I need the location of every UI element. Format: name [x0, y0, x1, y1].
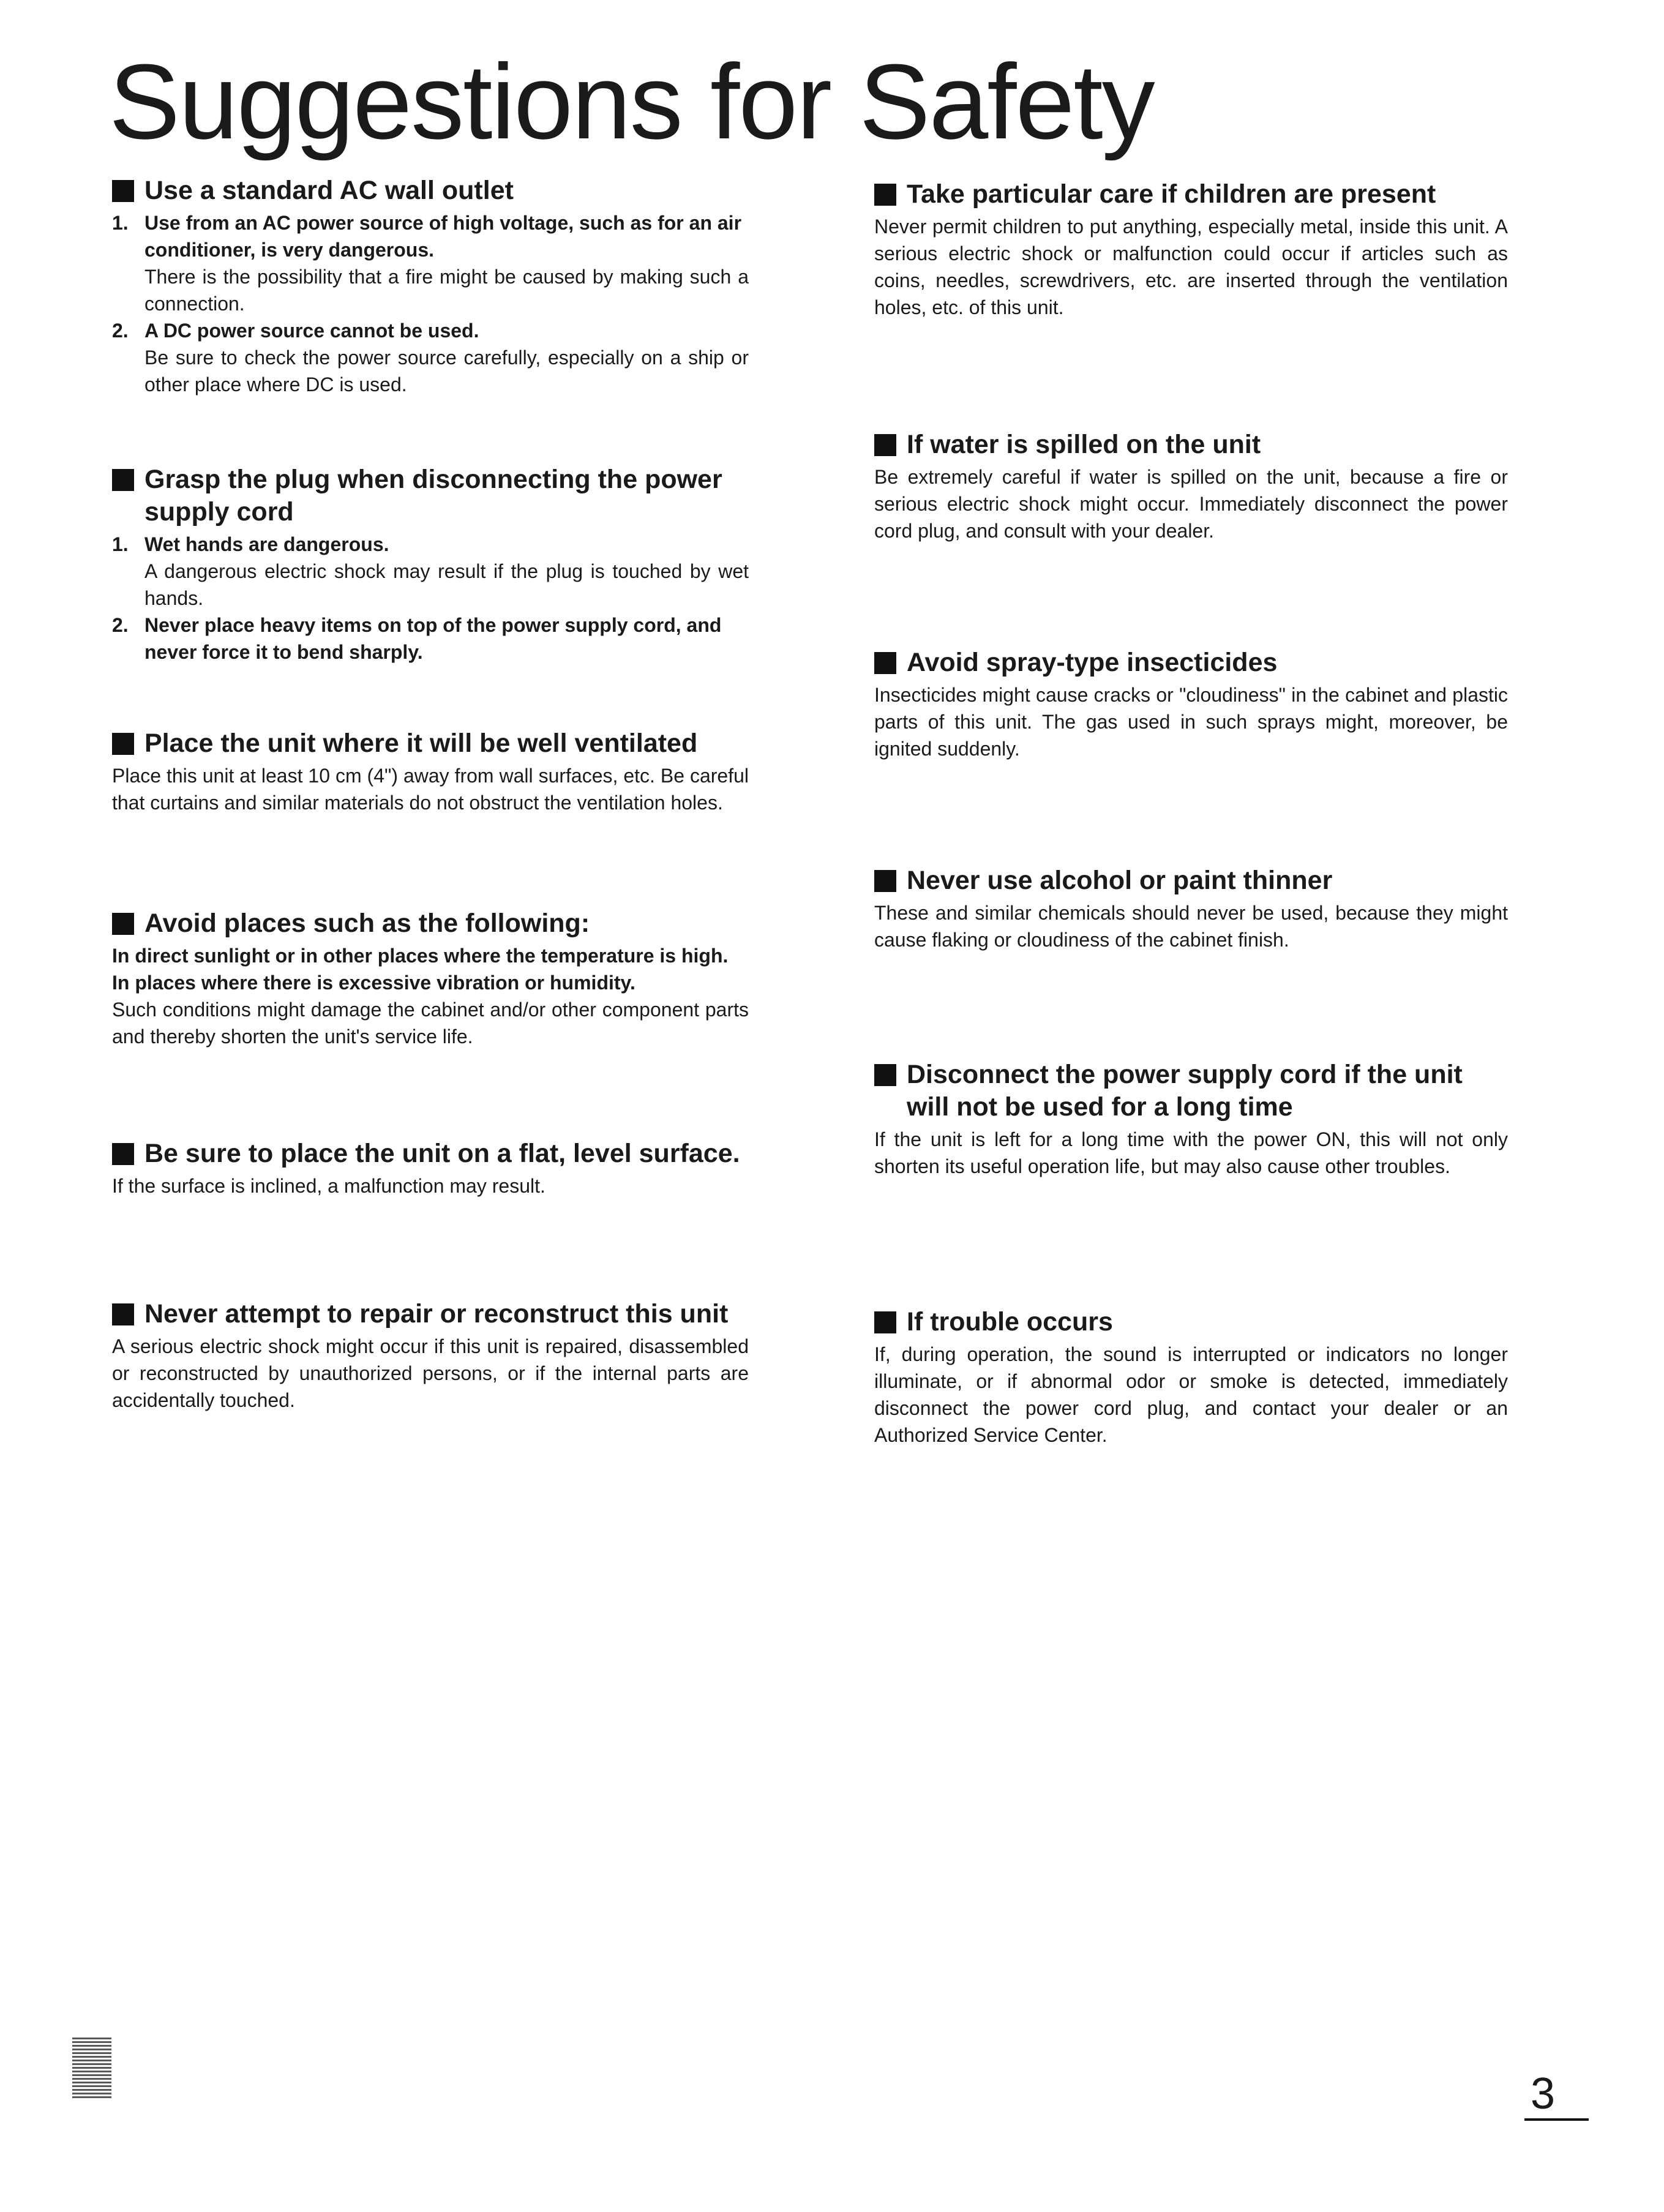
- condition-2: In places where there is excessive vibration or humidity.: [112, 972, 635, 994]
- item-number: 1.: [112, 212, 129, 234]
- heading-text: Avoid spray-type insecticides: [907, 648, 1278, 677]
- square-bullet-icon: [874, 184, 896, 206]
- item-number: 2.: [112, 320, 129, 342]
- section-heading: [112, 174, 749, 207]
- section-text: If the surface is inclined, a malfunction may result.: [112, 1175, 545, 1197]
- square-bullet-icon: [112, 1143, 134, 1165]
- heading-text: Never attempt to repair or reconstruct this unit: [144, 1299, 729, 1329]
- section-flat-surface: [112, 1138, 749, 1199]
- section-heading: [874, 647, 1508, 679]
- square-bullet-icon: [874, 652, 896, 674]
- item-text: There is the possibility that a fire might be caused by making such a connection.: [144, 266, 749, 315]
- square-bullet-icon: [112, 469, 134, 491]
- numbered-item: [112, 209, 749, 317]
- section-heading: [112, 727, 749, 760]
- square-bullet-icon: [874, 434, 896, 456]
- section-text: Place this unit at least 10 cm (4") away from wall surfaces, etc. Be careful that curtains and similar materials do not obstruct the ventilation holes.: [112, 765, 749, 814]
- numbered-item: [112, 612, 749, 665]
- square-bullet-icon: [112, 1303, 134, 1325]
- square-bullet-icon: [874, 1064, 896, 1086]
- heading-text: Avoid places such as the following:: [144, 909, 590, 938]
- section-heading: [874, 429, 1508, 461]
- section-text: If the unit is left for a long time with the power ON, this will not only shorten its useful operation life, but may also cause other troubles.: [874, 1128, 1508, 1177]
- item-text: Be sure to check the power source carefully, especially on a ship or other place where DC is used.: [144, 347, 749, 396]
- heading-text: If water is spilled on the unit: [907, 430, 1261, 459]
- section-never-repair: [112, 1298, 749, 1414]
- section-heading: [874, 864, 1508, 897]
- numbered-item: [112, 531, 749, 612]
- item-number: 2.: [112, 614, 129, 636]
- section-avoid-places: [112, 907, 749, 1050]
- heading-text: Disconnect the power supply cord if the unit will not be used for a long time: [907, 1060, 1463, 1122]
- heading-text: Never use alcohol or paint thinner: [907, 866, 1333, 895]
- heading-text: Be sure to place the unit on a flat, level surface.: [144, 1139, 740, 1168]
- section-text: Such conditions might damage the cabinet and/or other component parts and thereby shorten the unit's service life.: [112, 999, 749, 1048]
- section-heading: [874, 178, 1508, 211]
- section-text: Insecticides might cause cracks or "cloudiness" in the cabinet and plastic parts of this unit. The gas used in such sprays might, moreover, be ignited suddenly.: [874, 684, 1508, 760]
- item-lead: Wet hands are dangerous.: [144, 533, 389, 555]
- heading-text: Place the unit where it will be well ventilated: [144, 729, 698, 758]
- square-bullet-icon: [874, 870, 896, 892]
- item-number: 1.: [112, 533, 129, 555]
- heading-text: Grasp the plug when disconnecting the power supply cord: [144, 465, 722, 527]
- section-ventilation: [112, 727, 749, 816]
- square-bullet-icon: [112, 913, 134, 935]
- section-text: A serious electric shock might occur if this unit is repaired, disassembled or reconstructed by unauthorized persons, or if the internal parts are accidentally touched.: [112, 1335, 749, 1411]
- section-heading: [112, 1298, 749, 1330]
- page-title: Suggestions for Safety: [109, 42, 1154, 161]
- numbered-item: [112, 317, 749, 398]
- heading-text: If trouble occurs: [907, 1307, 1113, 1337]
- square-bullet-icon: [874, 1311, 896, 1333]
- section-text: These and similar chemicals should never be used, because they might cause flaking or cloudiness of the cabinet finish.: [874, 902, 1508, 951]
- section-trouble: [874, 1306, 1508, 1449]
- page-number: 3: [1531, 2069, 1556, 2118]
- section-text: Never permit children to put anything, especially metal, inside this unit. A serious electric shock or malfunction could occur if articles such as coins, needles, screwdrivers, etc. are inserted through the ventilation holes, etc. of this unit.: [874, 216, 1508, 318]
- section-grasp-plug: [112, 463, 749, 665]
- section-text: If, during operation, the sound is interrupted or indicators no longer illuminate, or if abnormal odor or smoke is detected, immediately disconnect the power cord plug, and contact your dealer or an Authorized Service Center.: [874, 1343, 1508, 1446]
- section-heading: [874, 1059, 1508, 1123]
- heading-text: Use a standard AC wall outlet: [144, 176, 514, 205]
- section-water: [874, 429, 1508, 544]
- item-lead: Never place heavy items on top of the power supply cord, and never force it to bend sharply.: [144, 614, 722, 663]
- section-heading: [112, 463, 749, 528]
- item-lead: A DC power source cannot be used.: [144, 320, 479, 342]
- section-children: [874, 178, 1508, 321]
- item-lead: Use from an AC power source of high voltage, such as for an air conditioner, is very dangerous.: [144, 212, 742, 261]
- square-bullet-icon: [112, 180, 134, 202]
- scan-artifact: [72, 2038, 111, 2099]
- page-number-underline: [1524, 2118, 1589, 2121]
- section-disconnect-long-time: [874, 1059, 1508, 1180]
- item-text: A dangerous electric shock may result if the plug is touched by wet hands.: [144, 560, 749, 609]
- heading-text: Take particular care if children are present: [907, 179, 1436, 209]
- section-text: Be extremely careful if water is spilled on the unit, because a fire or serious electric shock might occur. Immediately disconnect the power cord plug, and consult with your dealer.: [874, 466, 1508, 542]
- condition-1: In direct sunlight or in other places where the temperature is high.: [112, 945, 729, 967]
- square-bullet-icon: [112, 733, 134, 755]
- section-ac-outlet: [112, 174, 749, 398]
- section-alcohol: [874, 864, 1508, 953]
- section-heading: [874, 1306, 1508, 1338]
- section-heading: [112, 1138, 749, 1170]
- section-heading: [112, 907, 749, 940]
- section-insecticides: [874, 647, 1508, 762]
